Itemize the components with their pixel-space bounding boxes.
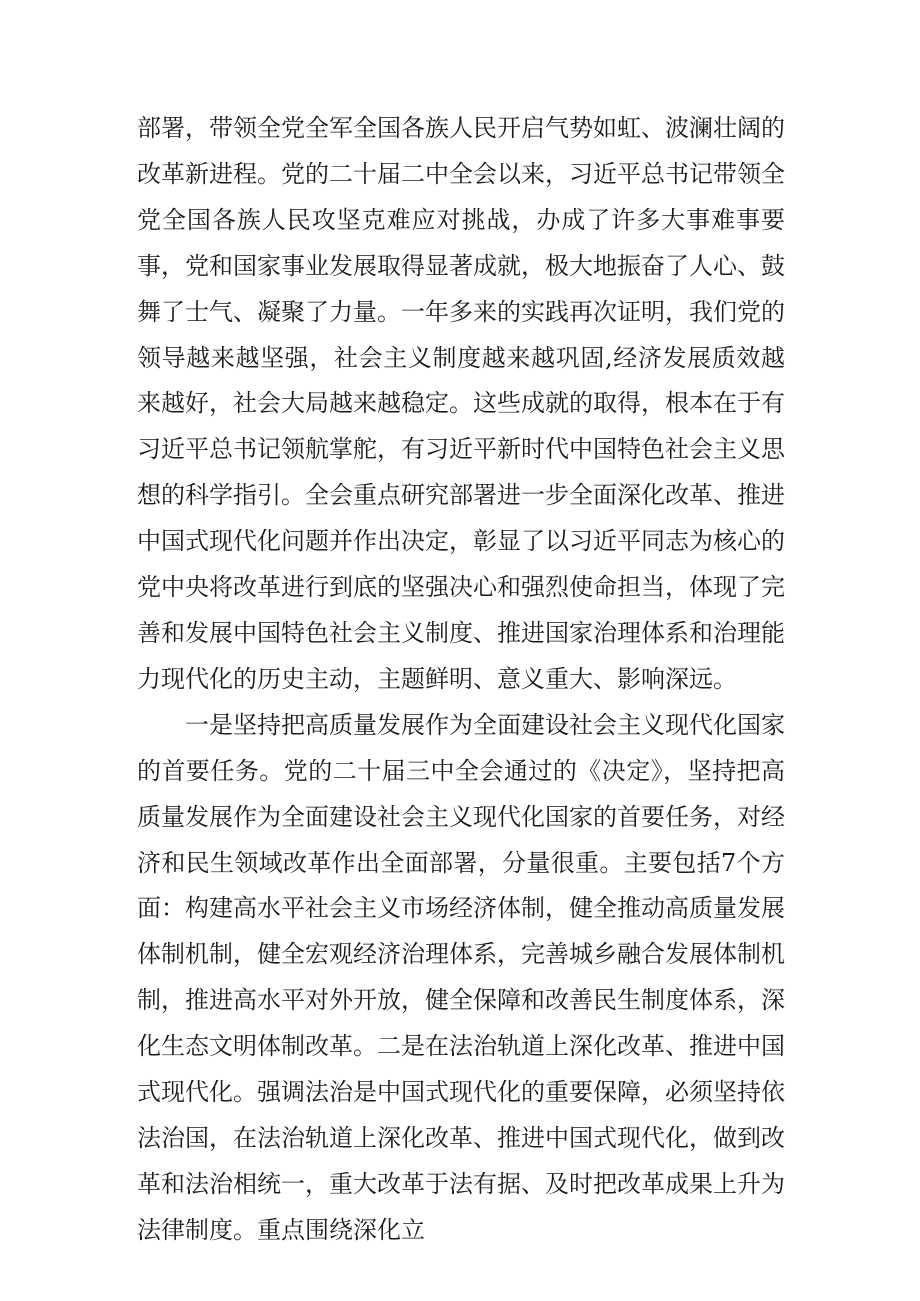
paragraph-2: 一是坚持把高质量发展作为全面建设社会主义现代化国家的首要任务。党的二十届三中全会通过的《决定》，坚持把高质量发展作为全面建设社会主义现代化国家的首要任务，对经济和民生领域改革作出全面部署，分量很重。主要包括7个方面：构建高水平社会主义市场经济体制，健全推动高质量发展体制机制，健全宏观经济治理体系，完善城乡融合发展体制机制，推进高水平对外开放，健全保障和改善民生制度体系，深化生态文明体制改革。二是在法治轨道上深化改革、推进中国式现代化。强调法治是中国式现代化的重要保障，必须坚持依法治国，在法治轨道上深化改革、推进中国式现代化，做到改革和法治相统一，重大改革于法有据、及时把改革成果上升为法律制度。重点围绕深化立 bbox=[137, 710, 785, 1244]
paragraph-1: 部署，带领全党全军全国各族人民开启气势如虹、波澜壮阔的改革新进程。党的二十届二中全会以来，习近平总书记带领全党全国各族人民攻坚克难应对挑战，办成了许多大事难事要事，党和国家事业发展取得显著成就，极大地振奋了人心、鼓舞了士气、凝聚了力量。一年多来的实践再次证明，我们党的领导越来越坚强，社会主义制度越来越巩固,经济发展质效越来越好，社会大局越来越稳定。这些成就的取得，根本在于有习近平总书记领航掌舵，有习近平新时代中国特色社会主义思想的科学指引。全会重点研究部署进一步全面深化改革、推进中国式现代化问题并作出决定，彰显了以习近平同志为核心的党中央将改革进行到底的坚强决心和强烈使命担当，体现了完善和发展中国特色社会主义制度、推进国家治理体系和治理能力现代化的历史主动，主题鲜明、意义重大、影响深远。 bbox=[137, 114, 785, 693]
document-body bbox=[137, 106, 785, 1254]
